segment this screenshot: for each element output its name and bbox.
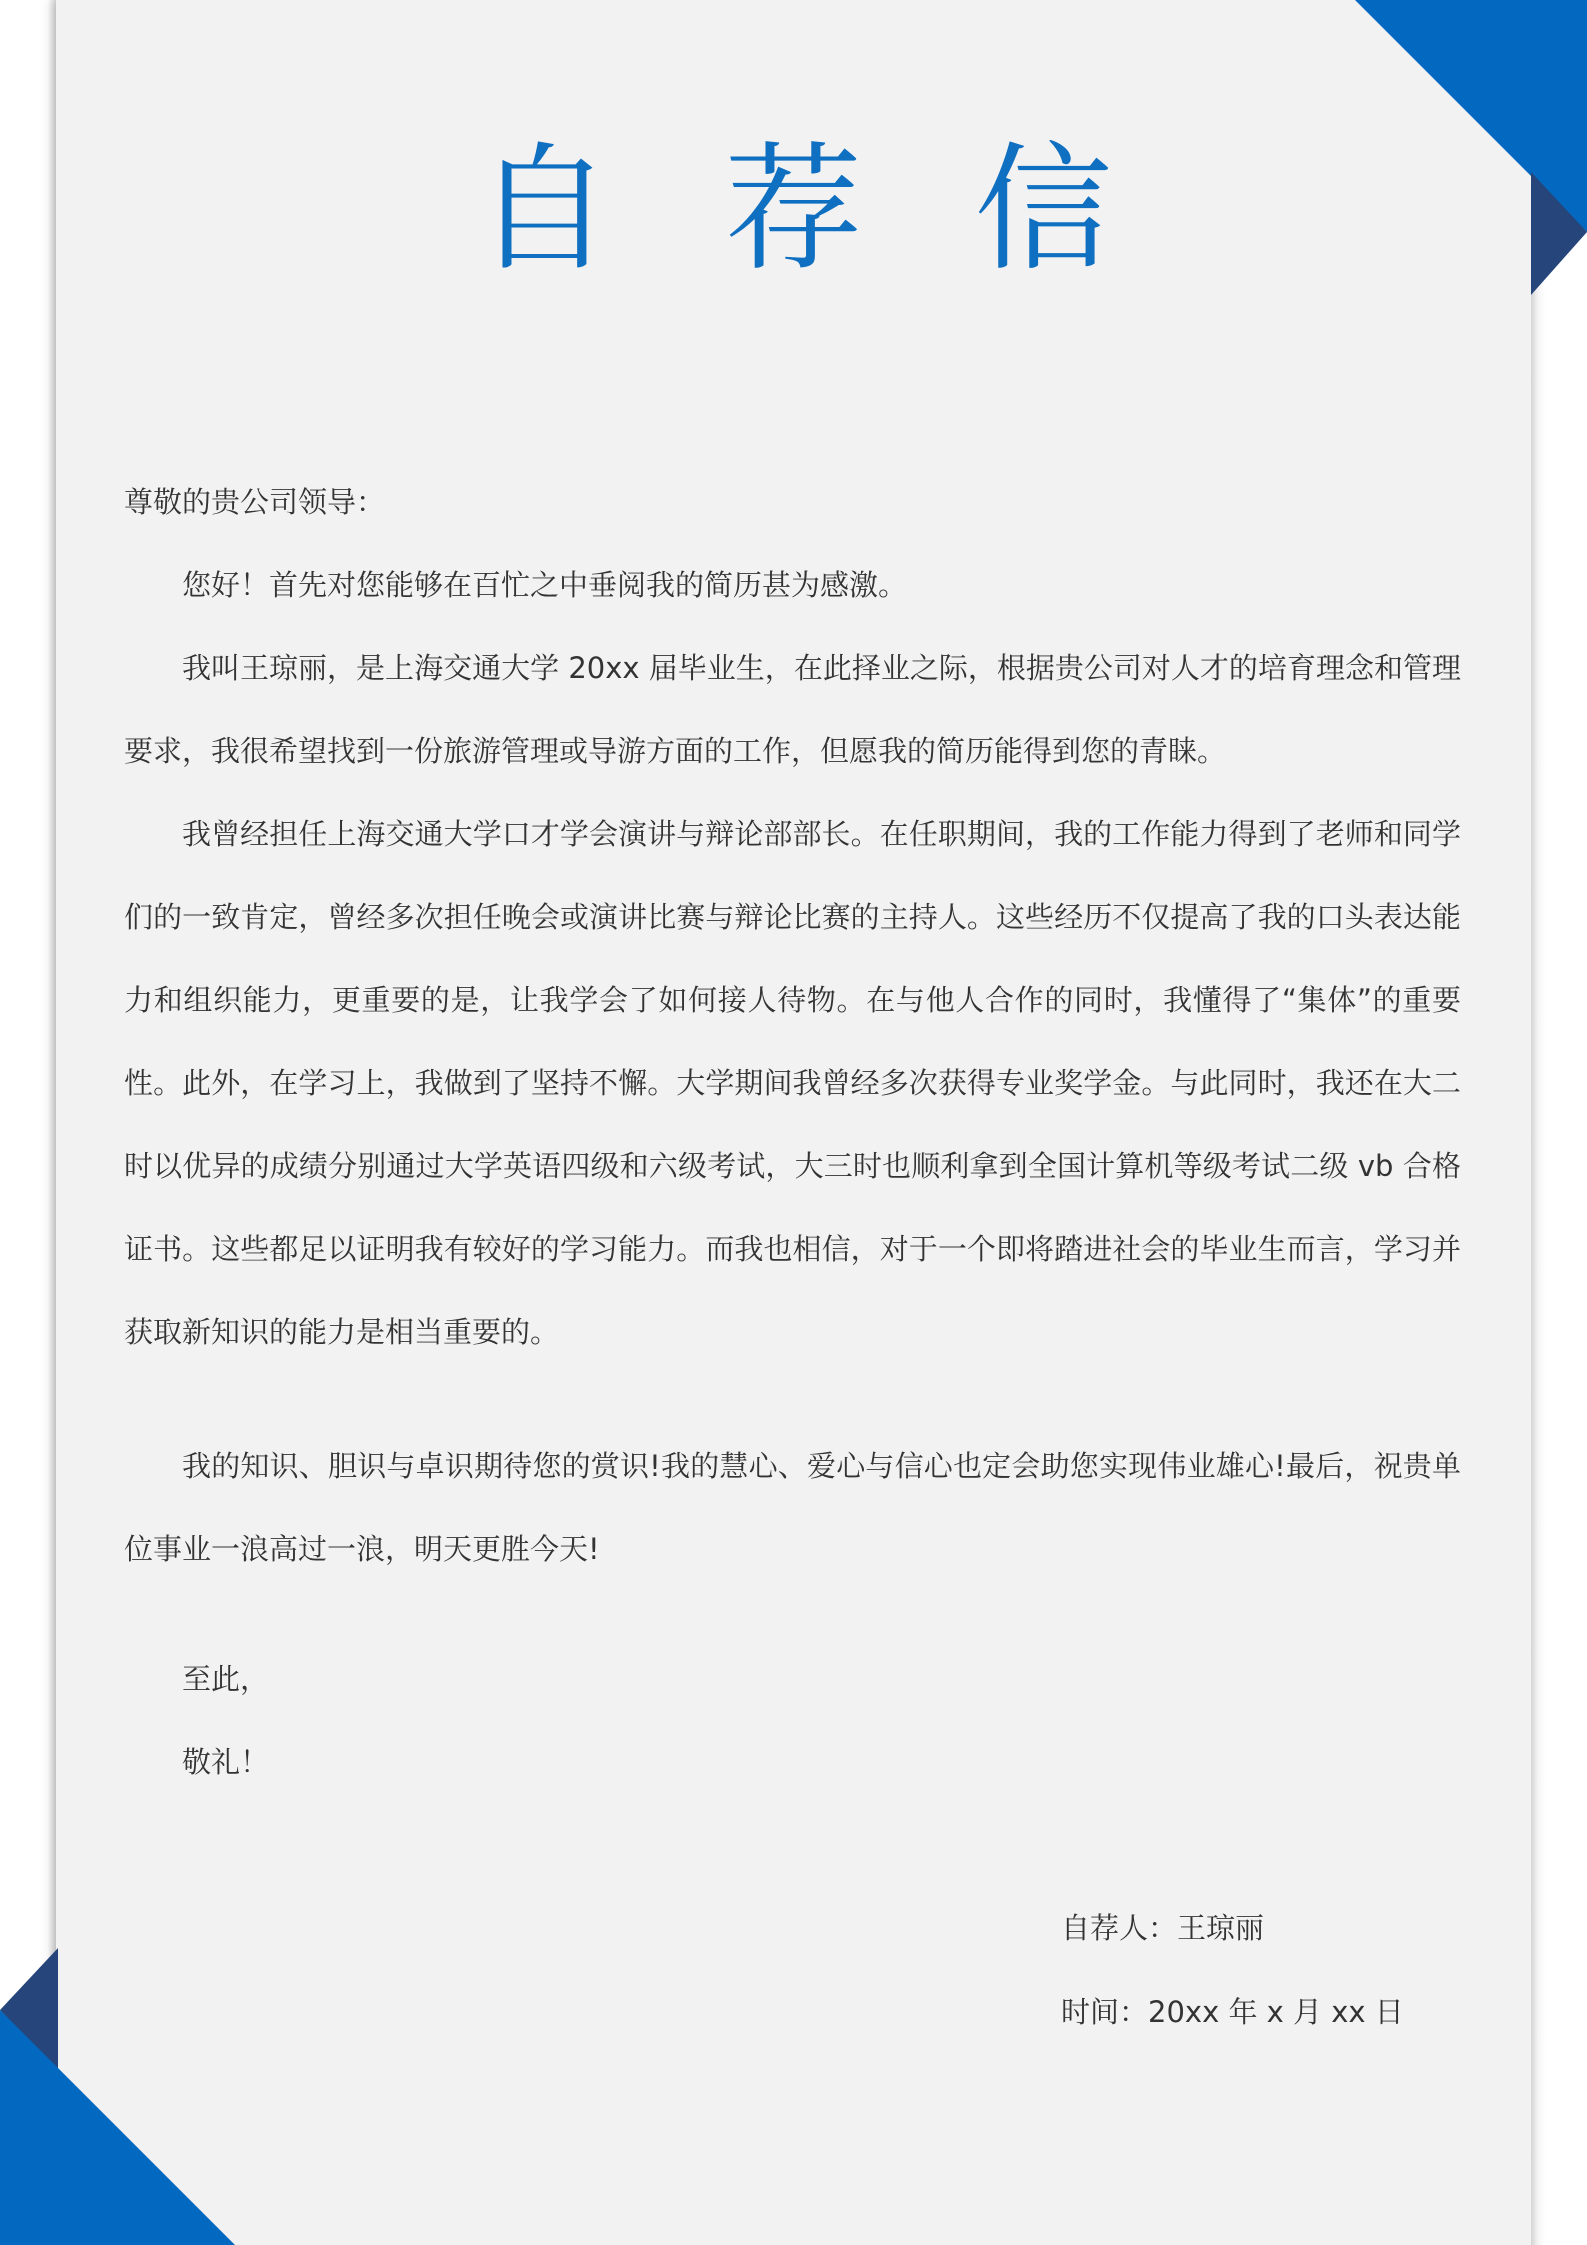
paragraph-introduction: 我叫王琼丽，是上海交通大学 20xx 届毕业生，在此择业之际，根据贵公司对人才的培育理念和管理要求，我很希望找到一份旅游管理或导游方面的工作，但愿我的简历能得到您的青睐。 <box>124 651 1461 768</box>
paragraph-closing-wish: 我的知识、胆识与卓识期待您的赏识!我的慧心、爱心与信心也定会助您实现伟业雄心!最后，祝贵单位事业一浪高过一浪，明天更胜今天! <box>124 1449 1461 1566</box>
paper-edge-right <box>1531 0 1545 2245</box>
salutation: 尊敬的贵公司领导： <box>124 485 386 519</box>
page-title: 自 荐 信 <box>474 129 1147 290</box>
paragraph-experience: 我曾经担任上海交通大学口才学会演讲与辩论部部长。在任职期间，我的工作能力得到了老师和同学们的一致肯定，曾经多次担任晚会或演讲比赛与辩论比赛的主持人。这些经历不仅提高了我的口头表达能力和组织能力，更重要的是，让我学会了如何接人待物。在与他人合作的同时，我懂得了“集体”的重要性。此外，在学习上，我做到了坚持不懈。大学期间我曾经多次获得专业奖学金。与此同时，我还在大二时以优异的成绩分别通过大学英语四级和六级考试，大三时也顺利拿到全国计算机等级考试二级 vb 合格证书。这些都足以证明我有较好的学习能力。而我也相信，对于一个即将踏进社会的毕业生而言，学习并获取新知识的能力是相当重要的。 <box>124 817 1461 1349</box>
signature-date: 时间：20xx 年 x 月 xx 日 <box>1061 1995 1404 2029</box>
paragraph-greeting: 您好！首先对您能够在百忙之中垂阅我的简历甚为感激。 <box>182 568 908 602</box>
closing-line-2: 敬礼！ <box>182 1745 270 1779</box>
signer-name: 自荐人：王琼丽 <box>1061 1911 1265 1945</box>
closing-line-1: 至此， <box>182 1662 270 1696</box>
paper-edge-left <box>48 0 56 2245</box>
